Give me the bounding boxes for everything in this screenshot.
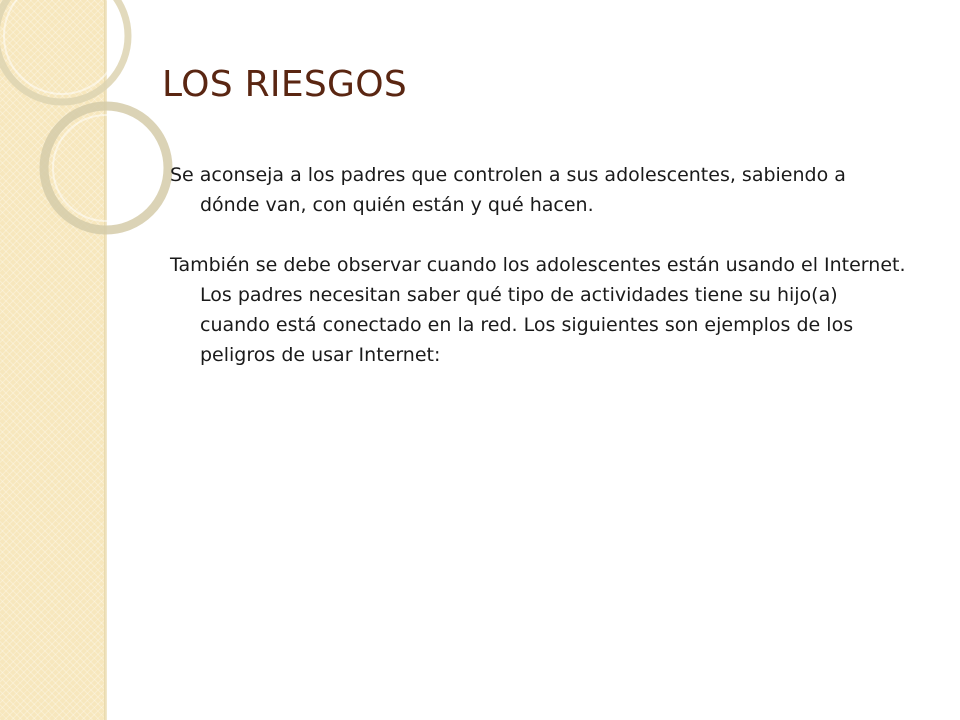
decorative-ring-small-inner — [53, 115, 159, 221]
slide-body — [170, 160, 910, 400]
slide-title: LOS RIESGOS — [162, 64, 408, 105]
decorative-ring-small — [44, 106, 168, 230]
decorative-rings — [0, 0, 180, 260]
paragraph-parental-control: Se aconseja a los padres que controlen a sus adolescentes, sabiendo a dónde van, con quién están y qué hacen. — [170, 164, 846, 216]
decorative-ring-large — [0, 0, 128, 102]
paragraph-internet-risks: También se debe observar cuando los adolescentes están usando el Internet. Los padres necesitan saber qué tipo de actividades tiene su hijo(a) cuando está conectado en la red. Los siguientes son ejemplos de los peligros de usar Internet: — [170, 254, 906, 366]
decorative-ring-large-inner — [4, 0, 120, 94]
